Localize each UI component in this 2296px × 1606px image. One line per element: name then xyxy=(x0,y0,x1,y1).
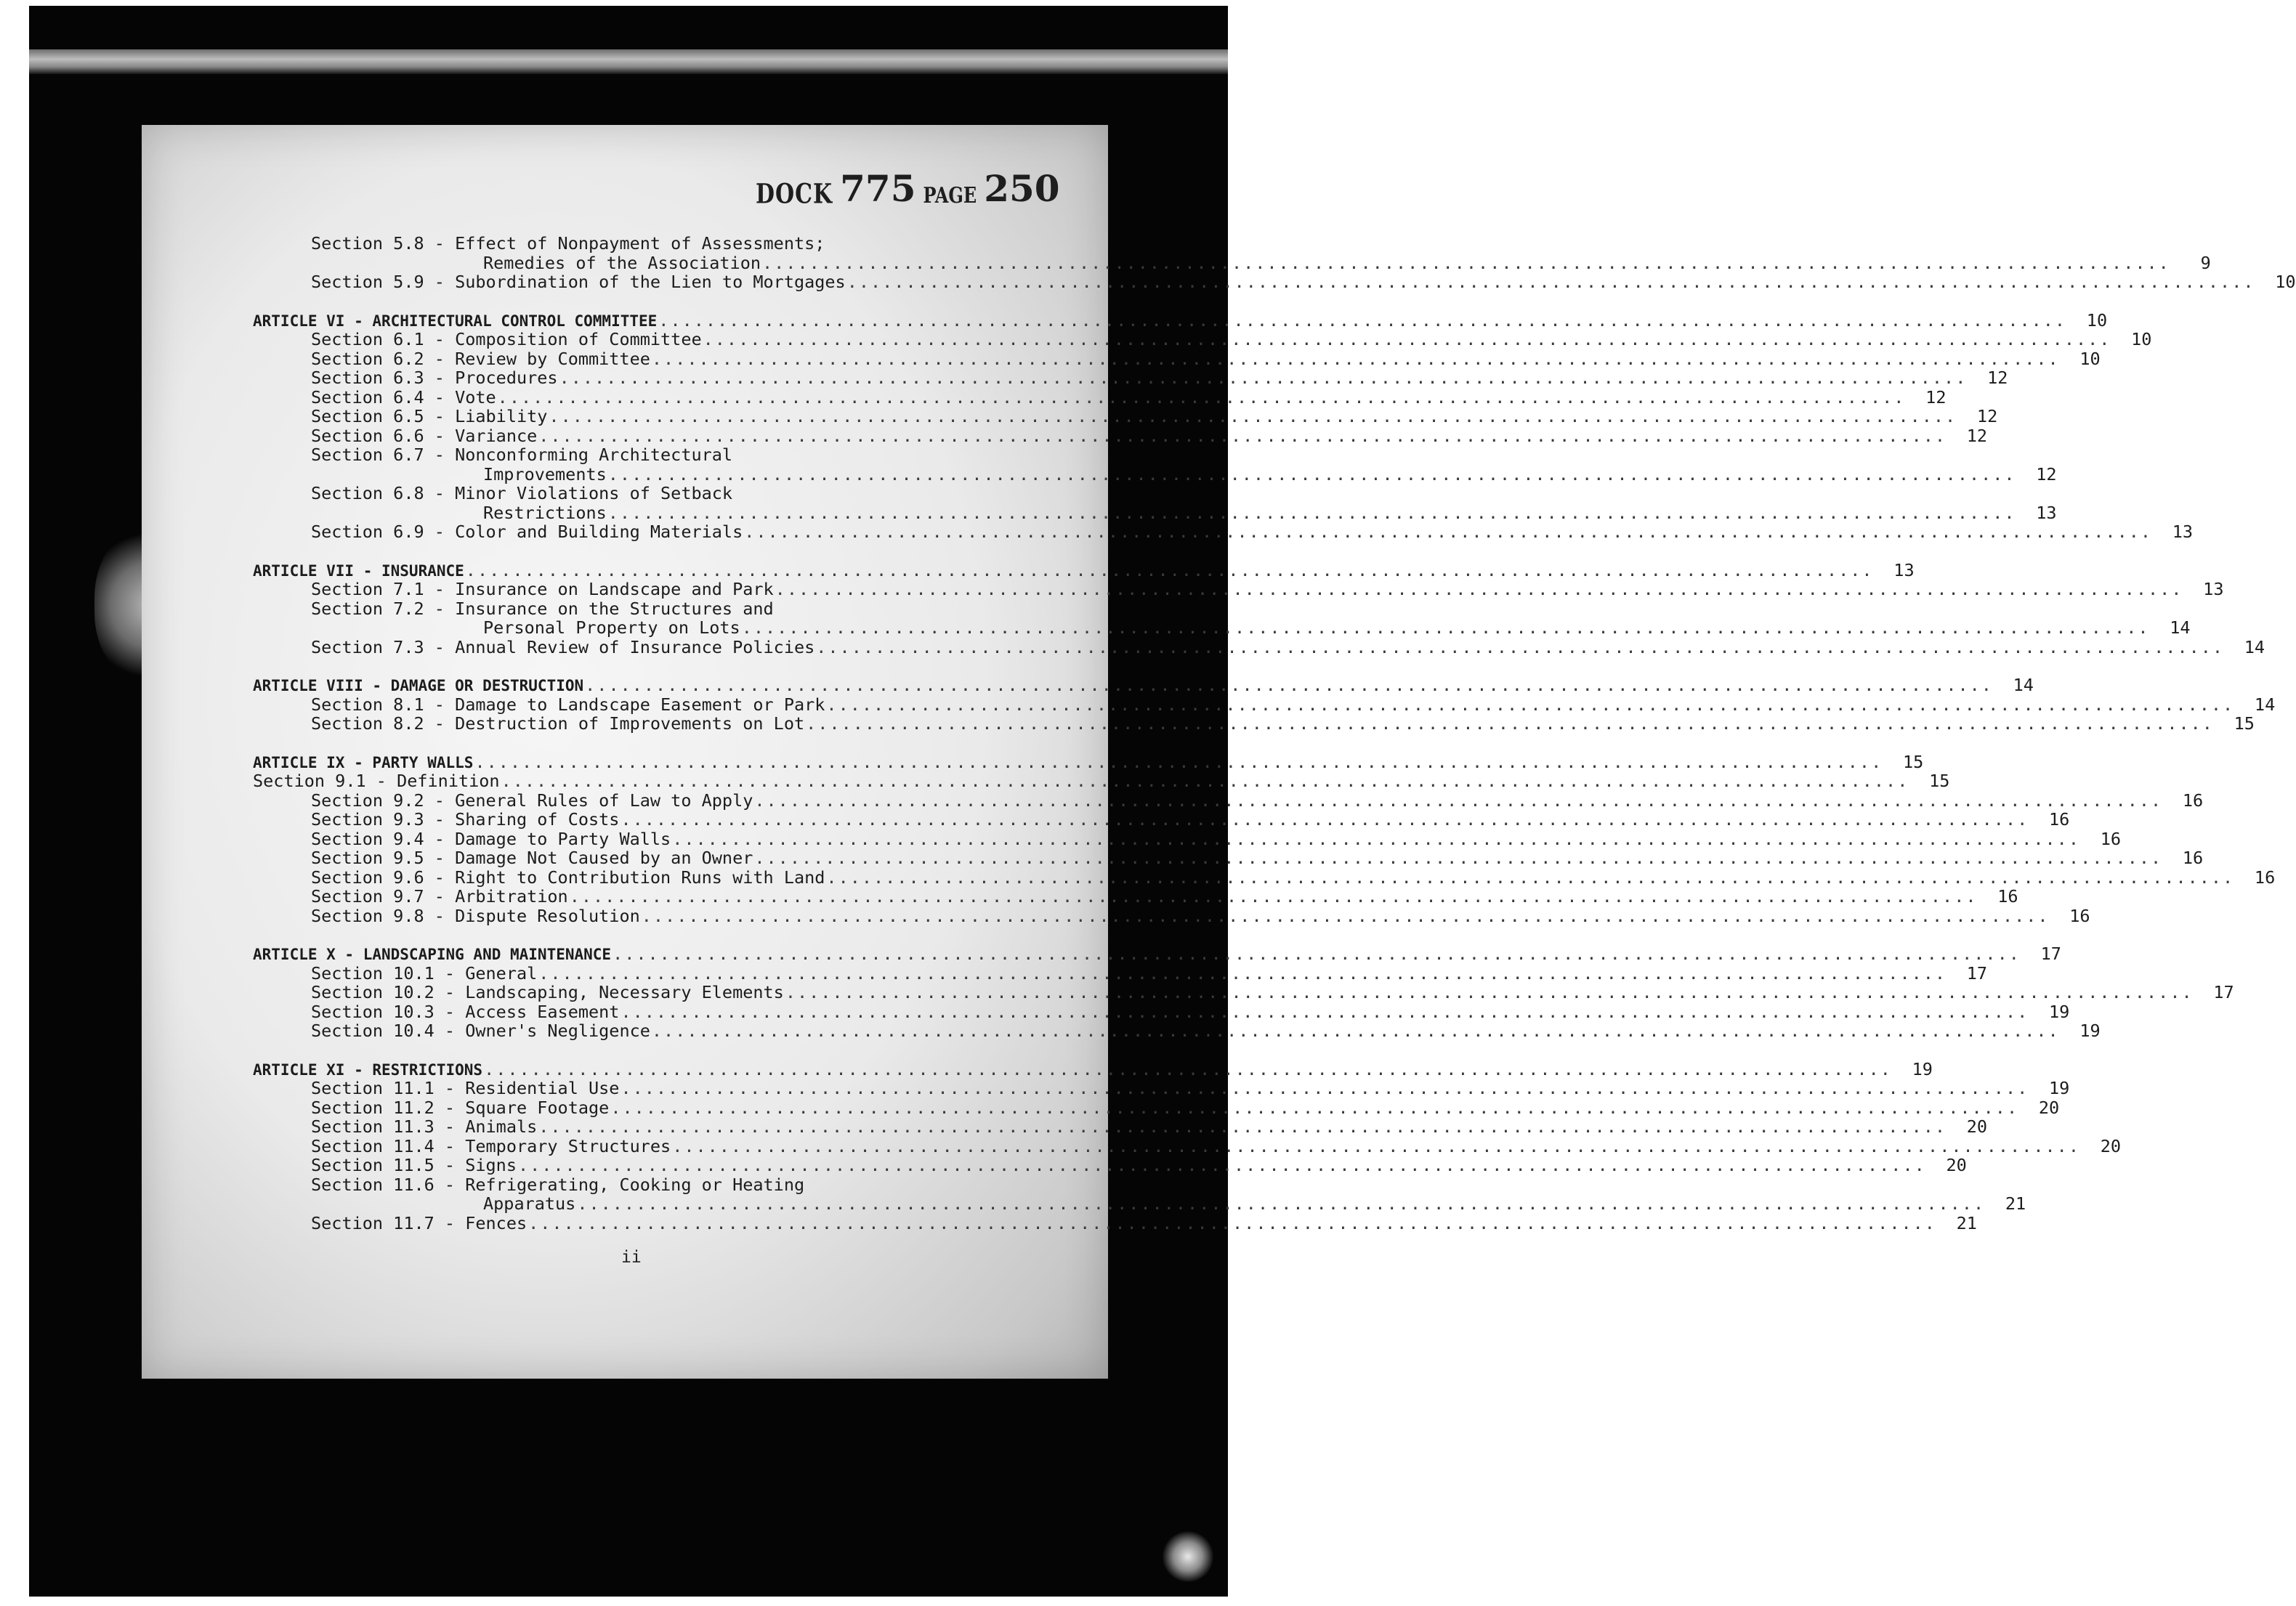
dot-leader: ........................................................................................................................ xyxy=(549,406,1957,426)
toc-page-number: 20 xyxy=(1946,1155,1967,1175)
toc-page-number: 16 xyxy=(1997,886,2018,907)
toc-page-number: 19 xyxy=(1912,1059,1933,1079)
dot-leader: ........................................................................................................................ xyxy=(465,560,1874,580)
toc-entry-label: Section 6.5 - Liability xyxy=(311,406,548,426)
toc-entry-label: Section 9.3 - Sharing of Costs xyxy=(311,809,620,830)
toc-entry-label: Section 11.5 - Signs xyxy=(311,1155,517,1175)
dot-leader: ........................................................................................................................ xyxy=(672,829,2080,849)
dot-leader: ........................................................................................................................ xyxy=(826,694,2235,715)
toc-entry-label: Section 7.2 - Insurance on the Structures and xyxy=(311,599,774,619)
toc-page-number: 16 xyxy=(2182,848,2204,868)
toc-page-number: 14 xyxy=(2244,637,2265,657)
toc-entry-label: Personal Property on Lots xyxy=(483,617,740,638)
toc-entry-label: Section 11.4 - Temporary Structures xyxy=(311,1136,671,1156)
toc-page-number: 14 xyxy=(2254,694,2276,715)
toc-entry-label: ARTICLE X - LANDSCAPING AND MAINTENANCE xyxy=(253,946,612,963)
toc-entry-label: Section 5.8 - Effect of Nonpayment of Assessments; xyxy=(311,233,825,254)
dot-leader: ........................................................................................................................ xyxy=(785,982,2194,1002)
dot-leader: ........................................................................................................................ xyxy=(703,329,2111,349)
toc-entry-label: Remedies of the Association xyxy=(483,253,761,273)
toc-page-number: 14 xyxy=(2170,617,2191,638)
dot-leader: ........................................................................................................................ xyxy=(621,809,2029,830)
toc-entry-label: Section 11.7 - Fences xyxy=(311,1213,527,1233)
toc-page-number: 12 xyxy=(1925,387,1947,407)
dot-leader: ........................................................................................................................ xyxy=(484,1059,1892,1079)
dot-leader: ........................................................................................................................ xyxy=(641,906,2050,926)
toc-entry-label: Section 6.1 - Composition of Committee xyxy=(311,329,702,349)
stamp-page-label: PAGE xyxy=(923,182,977,208)
dot-leader: ........................................................................................................................ xyxy=(538,426,1947,446)
toc-page-number: 15 xyxy=(1929,771,1950,791)
dot-leader: ........................................................................................................................ xyxy=(741,617,2150,638)
dot-leader: ........................................................................................................................ xyxy=(658,310,2067,330)
toc-entry-label: Section 9.8 - Dispute Resolution xyxy=(311,906,640,926)
toc-page-number: 13 xyxy=(2172,522,2194,542)
toc-entry-label: Improvements xyxy=(483,464,607,484)
toc-entry-label: Section 10.2 - Landscaping, Necessary Elements xyxy=(311,982,784,1002)
toc-page-number: 19 xyxy=(2048,1002,2070,1022)
toc-page-number: 10 xyxy=(2275,272,2296,292)
dot-leader: ........................................................................................................................ xyxy=(538,1116,1947,1137)
toc-entry-label: Section 11.2 - Square Footage xyxy=(311,1098,610,1118)
toc-page-number: 13 xyxy=(2036,503,2057,523)
dot-leader: ........................................................................................................................ xyxy=(754,790,2163,811)
toc-entry-label: Section 8.1 - Damage to Landscape Easement or Park xyxy=(311,694,825,715)
book-page-stamp xyxy=(756,167,1060,211)
dot-leader: ........................................................................................................................ xyxy=(754,848,2163,868)
dot-leader: ........................................................................................................................ xyxy=(816,637,2225,657)
dot-leader: ........................................................................................................................ xyxy=(651,1021,2060,1041)
toc-entry-label: Section 10.3 - Access Easement xyxy=(311,1002,620,1022)
dot-leader: ........................................................................................................................ xyxy=(826,867,2235,888)
toc-page-number: 17 xyxy=(2213,982,2234,1002)
page-footer-number: ii xyxy=(621,1248,642,1267)
dot-leader: ........................................................................................................................ xyxy=(517,1155,1926,1175)
dot-leader: ........................................................................................................................ xyxy=(744,522,2153,542)
toc-page-number: 17 xyxy=(2040,944,2061,964)
toc-entry-label: Section 9.4 - Damage to Party Walls xyxy=(311,829,671,849)
dot-leader: ........................................................................................................................ xyxy=(569,886,1978,907)
toc-entry-label: ARTICLE XI - RESTRICTIONS xyxy=(253,1061,483,1079)
toc-page-number: 9 xyxy=(2200,253,2211,273)
toc-page-number: 19 xyxy=(2079,1021,2101,1041)
dot-leader: ........................................................................................................................ xyxy=(607,503,2016,523)
toc-page-number: 17 xyxy=(1966,963,1988,984)
toc-page-number: 19 xyxy=(2048,1078,2070,1098)
stamp-page-number: 250 xyxy=(984,167,1060,210)
toc-entry-label: ARTICLE VIII - DAMAGE OR DESTRUCTION xyxy=(253,677,584,694)
toc-entry-label: Section 11.1 - Residential Use xyxy=(311,1078,620,1098)
toc-entry-label: Section 6.6 - Variance xyxy=(311,426,538,446)
toc-entry-label: Section 7.1 - Insurance on Landscape and Park xyxy=(311,579,774,599)
toc-page-number: 12 xyxy=(1987,368,2008,388)
toc-entry-label: Section 9.2 - General Rules of Law to Apply xyxy=(311,790,753,811)
toc-page-number: 16 xyxy=(2100,829,2121,849)
dot-leader: ........................................................................................................................ xyxy=(497,387,1906,407)
toc-page-number: 20 xyxy=(2100,1136,2121,1156)
toc-entry-label: Section 8.2 - Destruction of Improvements on Lot xyxy=(311,713,805,734)
dot-leader: ........................................................................................................................ xyxy=(538,963,1947,984)
toc-entry-label: ARTICLE IX - PARTY WALLS xyxy=(253,754,474,771)
toc-page-number: 12 xyxy=(1966,426,1988,446)
scan-speck xyxy=(1163,1531,1213,1582)
toc-entry-label: Section 9.5 - Damage Not Caused by an Owner xyxy=(311,848,753,868)
dot-leader: ........................................................................................................................ xyxy=(559,368,1968,388)
dot-leader: ........................................................................................................................ xyxy=(846,272,2255,292)
toc-entry-label: Section 9.7 - Arbitration xyxy=(311,886,568,907)
toc-page-number: 21 xyxy=(2005,1193,2026,1214)
dot-leader: ........................................................................................................................ xyxy=(528,1213,1936,1233)
toc-page-number: 12 xyxy=(1976,406,1998,426)
dot-leader: ........................................................................................................................ xyxy=(806,713,2214,734)
dot-leader: ........................................................................................................................ xyxy=(762,253,2170,273)
toc-page-number: 20 xyxy=(2038,1098,2060,1118)
toc-page-number: 14 xyxy=(2013,675,2034,695)
scan-edge-strip xyxy=(29,49,1228,74)
toc-entry-label: Section 7.3 - Annual Review of Insurance Policies xyxy=(311,637,815,657)
toc-entry-label: Section 6.2 - Review by Committee xyxy=(311,349,650,369)
toc-page-number: 16 xyxy=(2048,809,2070,830)
dot-leader: ........................................................................................................................ xyxy=(613,944,2021,964)
toc-entry-label: Section 11.6 - Refrigerating, Cooking or Heating xyxy=(311,1175,805,1195)
stamp-book-label: DOCK xyxy=(756,178,833,211)
toc-page-number: 13 xyxy=(2203,579,2224,599)
dot-leader: ........................................................................................................................ xyxy=(577,1193,1986,1214)
dot-leader: ........................................................................................................................ xyxy=(621,1002,2029,1022)
toc-page-number: 15 xyxy=(1902,752,1924,772)
dot-leader: ........................................................................................................................ xyxy=(672,1136,2080,1156)
dot-leader: ........................................................................................................................ xyxy=(607,464,2016,484)
toc-entry-label: Section 6.8 - Minor Violations of Setback xyxy=(311,483,733,503)
toc-page-number: 10 xyxy=(2131,329,2152,349)
toc-page-number: 10 xyxy=(2086,310,2108,330)
toc-page-number: 10 xyxy=(2079,349,2101,369)
toc-entry-label: Restrictions xyxy=(483,503,607,523)
toc-page-number: 12 xyxy=(2036,464,2057,484)
toc-page-number: 16 xyxy=(2182,790,2204,811)
toc-entry-label: Section 10.1 - General xyxy=(311,963,538,984)
toc-entry-label: Section 9.6 - Right to Contribution Runs with Land xyxy=(311,867,825,888)
dot-leader: ........................................................................................................................ xyxy=(610,1098,2019,1118)
toc-entry-label: ARTICLE VI - ARCHITECTURAL CONTROL COMMITTEE xyxy=(253,312,658,330)
toc-entry-label: Section 5.9 - Subordination of the Lien to Mortgages xyxy=(311,272,846,292)
toc-page-number: 20 xyxy=(1966,1116,1988,1137)
toc-entry-label: Section 6.9 - Color and Building Materials xyxy=(311,522,743,542)
toc-entry-label: Section 11.3 - Animals xyxy=(311,1116,538,1137)
dot-leader: ........................................................................................................................ xyxy=(651,349,2060,369)
toc-entry-label: Section 6.7 - Nonconforming Architectural xyxy=(311,445,733,465)
dot-leader: ........................................................................................................................ xyxy=(585,675,1993,695)
toc-entry-label: Section 10.4 - Owner's Negligence xyxy=(311,1021,650,1041)
toc-page-number: 15 xyxy=(2234,713,2255,734)
stamp-book-number: 775 xyxy=(840,167,916,210)
toc-page-number: 16 xyxy=(2069,906,2090,926)
toc-entry-label: ARTICLE VII - INSURANCE xyxy=(253,562,464,580)
toc-entry-label: Section 9.1 - Definition xyxy=(253,771,500,791)
dot-leader: ........................................................................................................................ xyxy=(621,1078,2029,1098)
toc-entry-label: Section 6.4 - Vote xyxy=(311,387,496,407)
toc-entry-label: Section 6.3 - Procedures xyxy=(311,368,558,388)
dot-leader: ........................................................................................................................ xyxy=(474,752,1883,772)
dot-leader: ........................................................................................................................ xyxy=(775,579,2183,599)
document-page xyxy=(142,125,1108,1379)
dot-leader: ........................................................................................................................ xyxy=(501,771,1909,791)
toc-page-number: 21 xyxy=(1956,1213,1977,1233)
toc-entry-label: Apparatus xyxy=(483,1193,576,1214)
toc-page-number: 13 xyxy=(1893,560,1915,580)
toc-page-number: 16 xyxy=(2254,867,2276,888)
